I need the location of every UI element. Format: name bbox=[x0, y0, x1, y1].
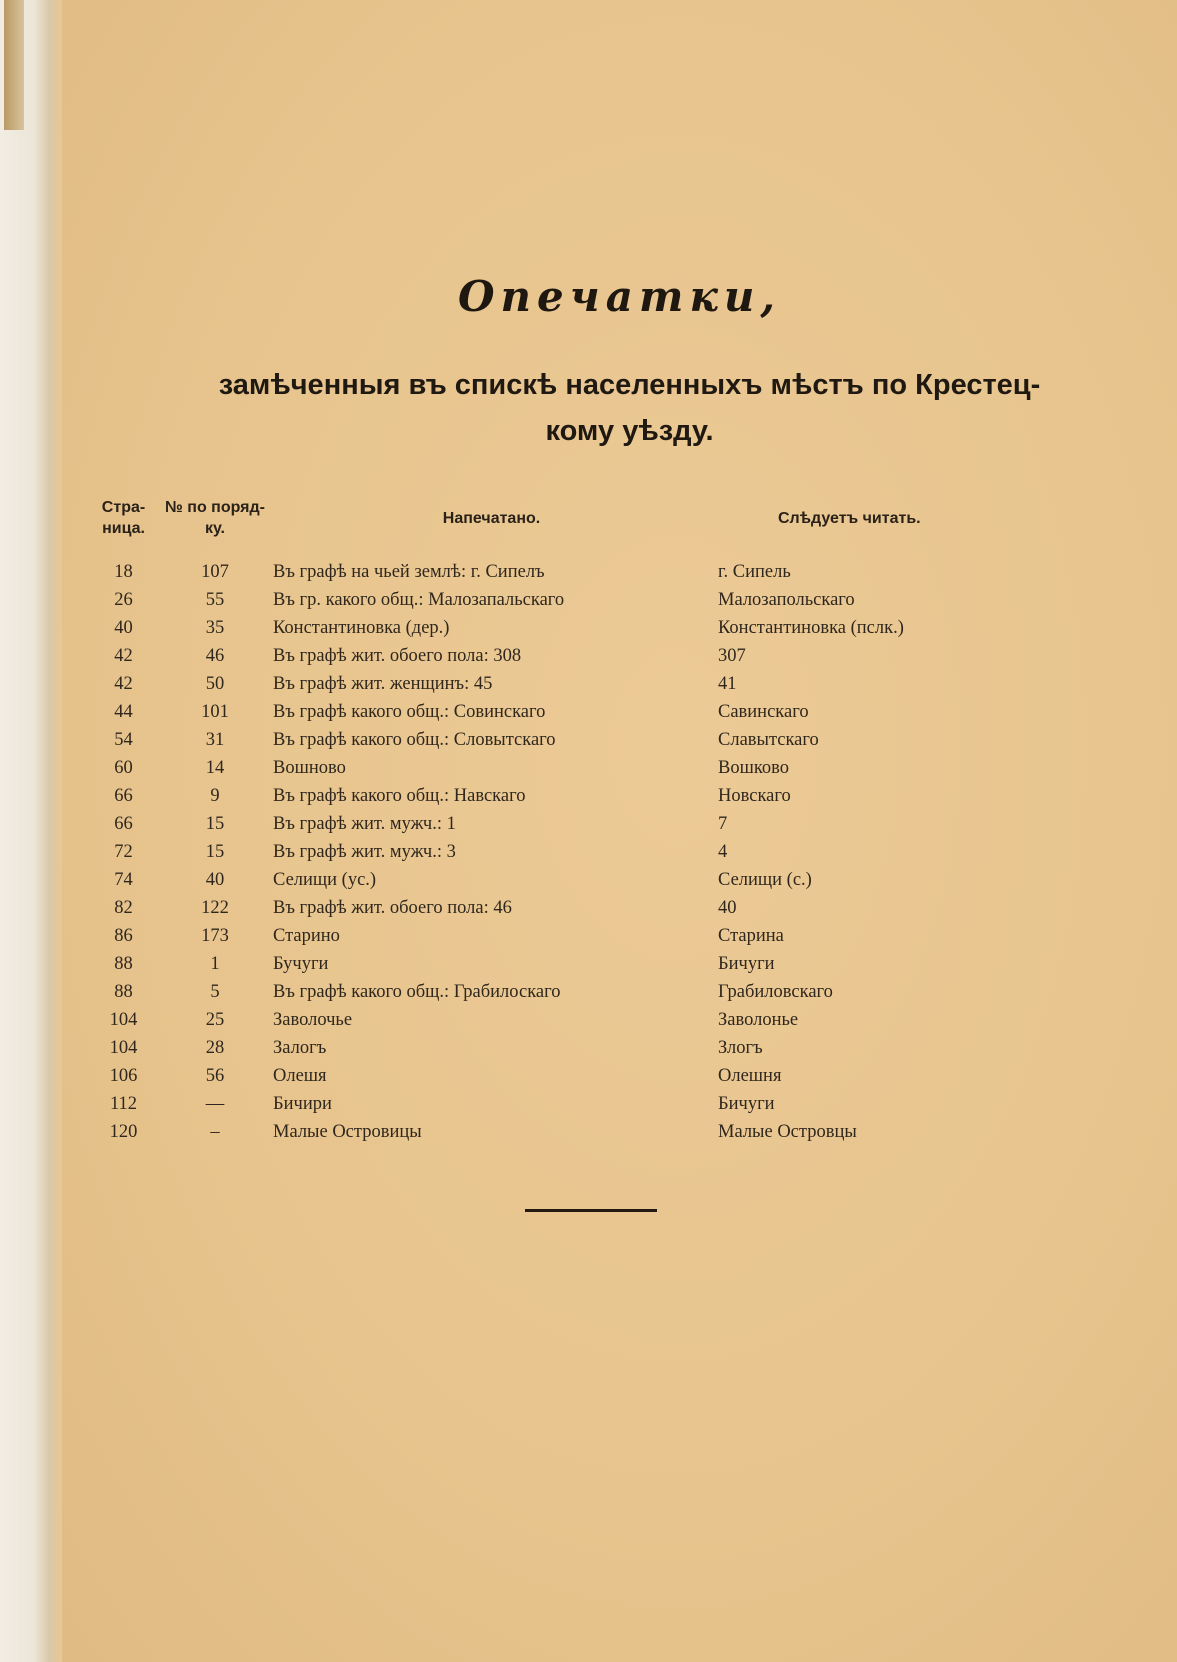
cell-should-read: Славытскаго bbox=[718, 729, 819, 750]
cell-page: 42 bbox=[114, 673, 133, 694]
cell-page: 88 bbox=[114, 981, 133, 1002]
cell-should-read: 307 bbox=[718, 645, 746, 666]
cell-should-read: Злогъ bbox=[718, 1037, 763, 1058]
cell-should-read: Малозапольскаго bbox=[718, 589, 855, 610]
cell-page: 86 bbox=[114, 925, 133, 946]
cell-printed: Въ графѣ жит. женщинъ: 45 bbox=[273, 673, 493, 694]
cell-number: 50 bbox=[205, 673, 225, 694]
cell-page: 66 bbox=[114, 813, 133, 834]
table-row bbox=[82, 698, 1078, 726]
cell-should-read: Селищи (с.) bbox=[718, 869, 812, 890]
cell-page: 60 bbox=[114, 757, 133, 778]
cell-should-read: Вошково bbox=[718, 757, 789, 778]
header-page: Стра- ница. bbox=[101, 499, 146, 537]
table-row bbox=[82, 586, 1078, 614]
header-should-read: Слѣдуетъ читать. bbox=[778, 509, 921, 527]
cell-printed: Въ графѣ на чьей землѣ: г. Сипелъ bbox=[273, 561, 545, 582]
cell-printed: Малые Островицы bbox=[273, 1121, 422, 1142]
table-row bbox=[82, 838, 1078, 866]
cell-number: 28 bbox=[205, 1037, 225, 1058]
cell-printed: Въ графѣ жит. обоего пола: 46 bbox=[273, 897, 512, 918]
cell-number: 15 bbox=[205, 841, 225, 862]
cell-should-read: Константиновка (пслк.) bbox=[718, 617, 904, 638]
table-row bbox=[82, 1006, 1078, 1034]
cell-page: 72 bbox=[114, 841, 133, 862]
cell-printed: Константиновка (дер.) bbox=[273, 617, 450, 638]
table-row bbox=[82, 978, 1078, 1006]
table-row bbox=[82, 1118, 1078, 1146]
cell-number: 5 bbox=[210, 981, 220, 1002]
cell-page: 18 bbox=[114, 561, 133, 582]
cell-number: 46 bbox=[205, 645, 225, 666]
closing-rule bbox=[525, 1209, 657, 1212]
cell-number: 9 bbox=[210, 785, 220, 806]
table-row bbox=[82, 754, 1078, 782]
cell-number: 1 bbox=[210, 953, 220, 974]
table-row bbox=[82, 558, 1078, 586]
cell-page: 66 bbox=[114, 785, 133, 806]
cell-page: 104 bbox=[109, 1037, 138, 1058]
cell-printed: Въ графѣ жит. мужч.: 3 bbox=[273, 841, 456, 862]
table-row bbox=[82, 726, 1078, 754]
cell-printed: Въ графѣ жит. обоего пола: 308 bbox=[273, 645, 522, 666]
cell-should-read: Олешня bbox=[718, 1065, 782, 1086]
table-row bbox=[82, 894, 1078, 922]
page-title: Опечатки, bbox=[457, 272, 782, 321]
cell-should-read: 40 bbox=[718, 897, 737, 918]
cell-page: 88 bbox=[114, 953, 133, 974]
cell-printed: Въ графѣ какого общ.: Грабилоскаго bbox=[273, 981, 561, 1002]
cell-number: – bbox=[210, 1121, 220, 1142]
page-binding-edge bbox=[0, 0, 62, 1662]
cell-page: 42 bbox=[114, 645, 133, 666]
cell-number: 25 bbox=[205, 1009, 225, 1030]
table-row bbox=[82, 1090, 1078, 1118]
subtitle-line-2: кому уѣзду. bbox=[545, 415, 714, 447]
cell-number: 31 bbox=[205, 729, 225, 750]
table-row bbox=[82, 866, 1078, 894]
cell-printed: Селищи (ус.) bbox=[273, 869, 377, 890]
cell-printed: Въ гр. какого общ.: Малозапальскаго bbox=[273, 589, 565, 610]
cell-should-read: Бичуги bbox=[718, 1093, 775, 1114]
cell-page: 40 bbox=[114, 617, 133, 638]
cell-printed: Залогъ bbox=[273, 1037, 327, 1058]
table-row bbox=[82, 950, 1078, 978]
cell-page: 106 bbox=[109, 1065, 138, 1086]
table-row bbox=[82, 922, 1078, 950]
table-row bbox=[82, 1062, 1078, 1090]
cell-number: 107 bbox=[201, 561, 229, 582]
header-printed: Напечатано. bbox=[442, 509, 541, 527]
cell-page: 82 bbox=[114, 897, 133, 918]
cell-should-read: Заволонье bbox=[718, 1009, 799, 1030]
binding-tape bbox=[4, 0, 24, 130]
cell-printed: Старино bbox=[273, 925, 340, 946]
cell-should-read: Новскаго bbox=[718, 785, 791, 806]
errata-table bbox=[82, 478, 1078, 1146]
cell-should-read: 4 bbox=[718, 841, 728, 862]
cell-printed: Въ графѣ жит. мужч.: 1 bbox=[273, 813, 456, 834]
cell-number: 122 bbox=[201, 897, 229, 918]
cell-number: — bbox=[205, 1093, 225, 1114]
table-row bbox=[82, 782, 1078, 810]
cell-printed: Въ графѣ какого общ.: Навскаго bbox=[273, 785, 526, 806]
cell-number: 55 bbox=[205, 589, 225, 610]
subtitle-line-1: замѣченныя въ спискѣ населенныхъ мѣстъ по Крестец- bbox=[218, 369, 1041, 401]
cell-number: 56 bbox=[205, 1065, 225, 1086]
cell-should-read: 7 bbox=[718, 813, 728, 834]
cell-should-read: г. Сипель bbox=[718, 561, 791, 582]
cell-number: 15 bbox=[205, 813, 225, 834]
header-number: № по поряд- ку. bbox=[165, 499, 265, 537]
cell-number: 40 bbox=[205, 869, 225, 890]
cell-page: 104 bbox=[109, 1009, 138, 1030]
cell-should-read: Малые Островцы bbox=[718, 1121, 857, 1142]
cell-should-read: 41 bbox=[718, 673, 737, 694]
table-header-row bbox=[82, 478, 1078, 558]
cell-should-read: Бичуги bbox=[718, 953, 775, 974]
cell-printed: Вошново bbox=[273, 757, 346, 778]
table-row bbox=[82, 642, 1078, 670]
table-row bbox=[82, 670, 1078, 698]
cell-number: 35 bbox=[205, 617, 225, 638]
cell-page: 26 bbox=[114, 589, 133, 610]
cell-printed: Въ графѣ какого общ.: Совинскаго bbox=[273, 701, 546, 722]
table-row bbox=[82, 810, 1078, 838]
cell-should-read: Старина bbox=[718, 925, 784, 946]
cell-should-read: Савинскаго bbox=[718, 701, 809, 722]
cell-page: 54 bbox=[114, 729, 133, 750]
cell-number: 101 bbox=[201, 701, 229, 722]
cell-printed: Заволочье bbox=[273, 1009, 353, 1030]
cell-printed: Бучуги bbox=[273, 953, 329, 974]
cell-number: 14 bbox=[205, 757, 225, 778]
cell-page: 74 bbox=[114, 869, 133, 890]
table-row bbox=[82, 1034, 1078, 1062]
cell-printed: Въ графѣ какого общ.: Словытскаго bbox=[273, 729, 556, 750]
cell-page: 120 bbox=[109, 1121, 138, 1142]
cell-page: 44 bbox=[114, 701, 133, 722]
cell-printed: Олешя bbox=[273, 1065, 327, 1086]
cell-should-read: Грабиловскаго bbox=[718, 981, 833, 1002]
cell-printed: Бичири bbox=[273, 1093, 332, 1114]
page-subtitle bbox=[62, 362, 1177, 454]
cell-number: 173 bbox=[201, 925, 229, 946]
cell-page: 112 bbox=[109, 1093, 138, 1114]
errata-rows bbox=[82, 558, 1078, 1146]
table-row bbox=[82, 614, 1078, 642]
